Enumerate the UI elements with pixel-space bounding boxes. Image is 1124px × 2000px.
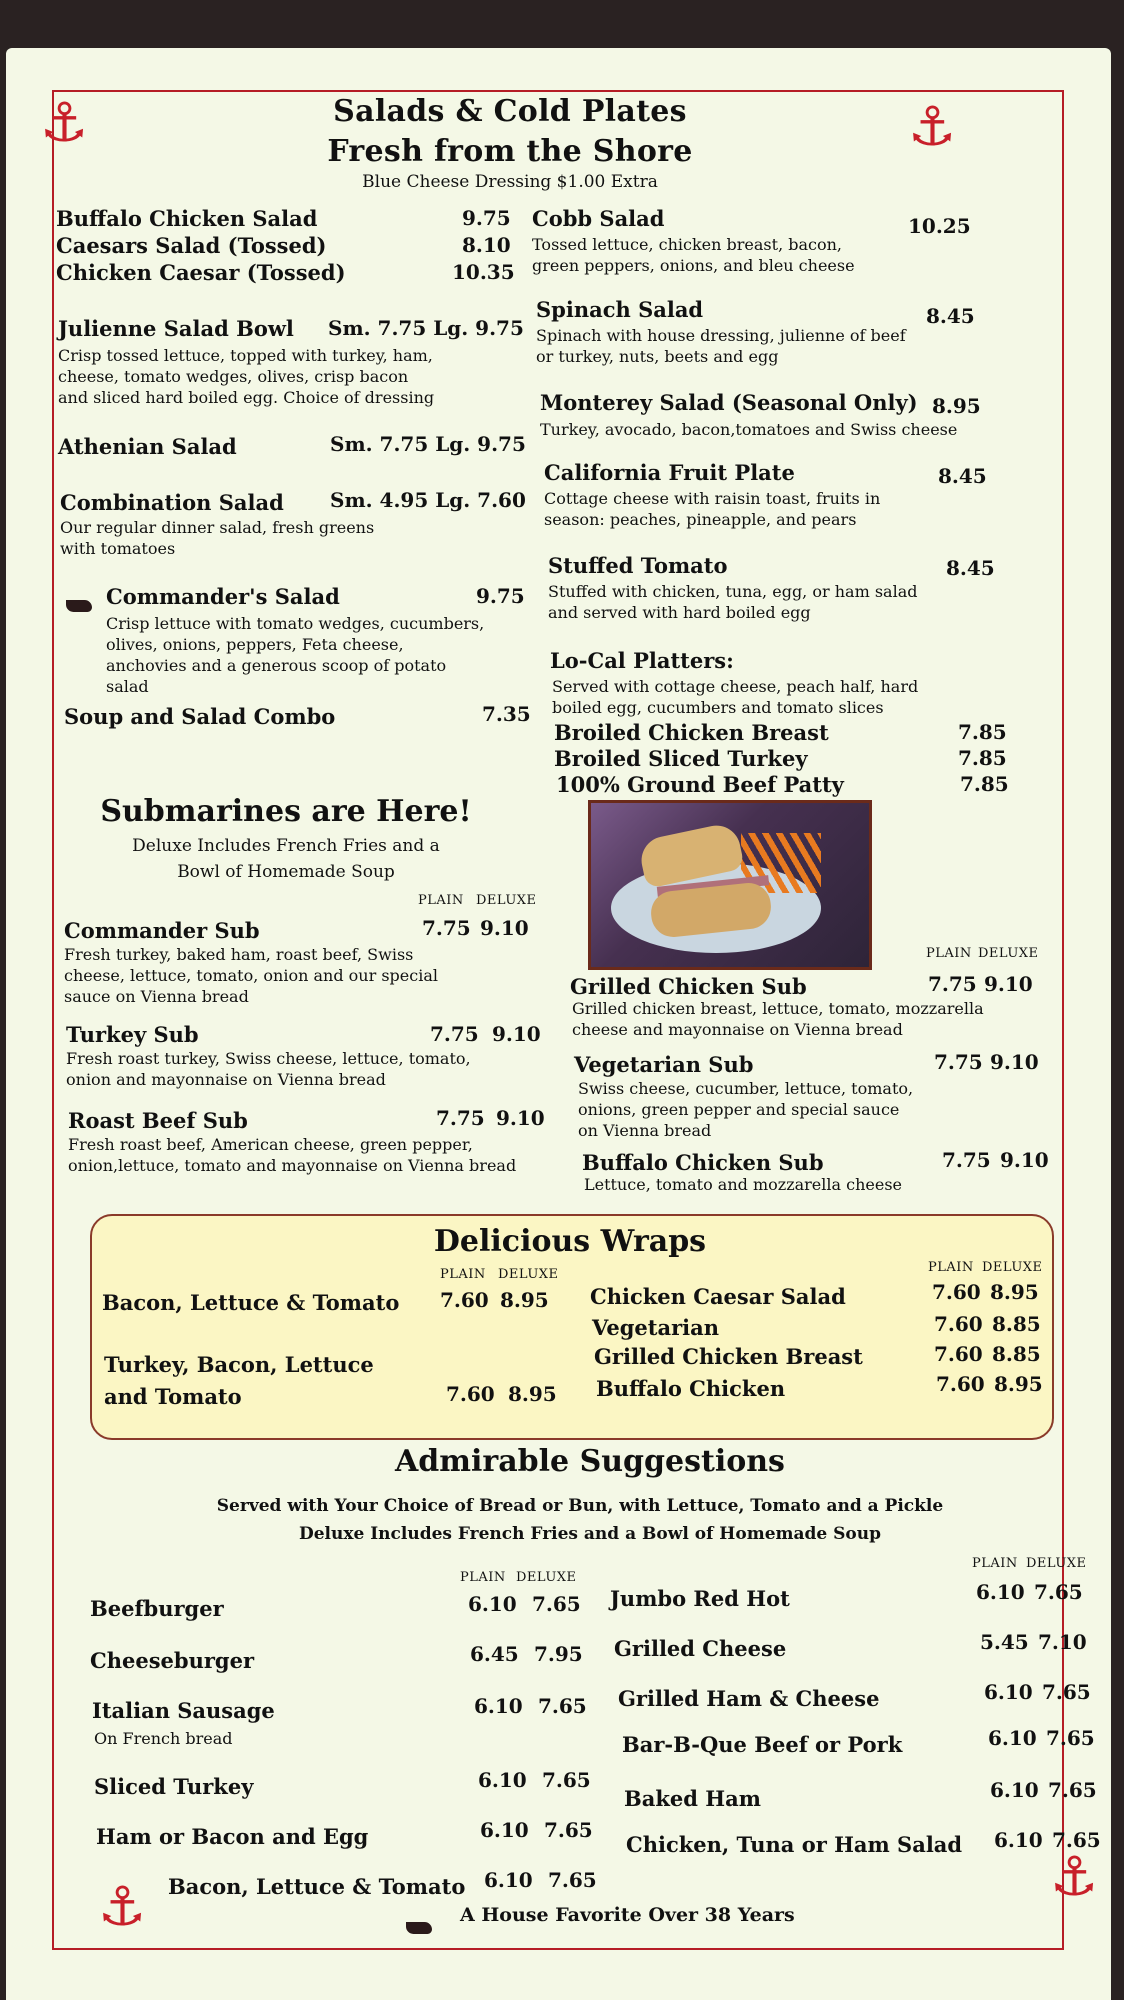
menu-item-price: 9.10 bbox=[492, 1022, 541, 1046]
menu-item-description: Lettuce, tomato and mozzarella cheese bbox=[584, 1175, 903, 1194]
menu-item-name: Roast Beef Sub bbox=[68, 1108, 248, 1133]
menu-item-name: Bar-B-Que Beef or Pork bbox=[622, 1732, 903, 1757]
plain-header: PLAIN bbox=[926, 946, 972, 961]
menu-item-description: Swiss cheese, cucumber, lettuce, tomato, onions, green pepper and special sauce on Vienna bread bbox=[578, 1079, 914, 1140]
menu-item-description: Turkey, avocado, bacon,tomatoes and Swiss cheese bbox=[540, 420, 958, 439]
menu-item-description: Tossed lettuce, chicken breast, bacon, green peppers, onions, and bleu cheese bbox=[532, 235, 855, 275]
plain-header: PLAIN bbox=[928, 1260, 974, 1275]
menu-item-name: Ham or Bacon and Egg bbox=[96, 1824, 369, 1849]
menu-item-price: 6.10 bbox=[474, 1694, 523, 1718]
menu-item-price: 7.65 bbox=[1042, 1680, 1091, 1704]
menu-item-price: 9.75 bbox=[476, 584, 525, 608]
menu-item-name: Broiled Sliced Turkey bbox=[554, 746, 808, 771]
menu-item-price: 7.60 bbox=[440, 1288, 489, 1312]
menu-item-price: 7.85 bbox=[958, 720, 1007, 744]
menu-item-price: 7.65 bbox=[1034, 1580, 1083, 1604]
menu-item-price: 7.65 bbox=[538, 1694, 587, 1718]
menu-item-price: 7.60 bbox=[932, 1280, 981, 1304]
menu-item-price: 6.10 bbox=[478, 1768, 527, 1792]
salads-subtitle: Fresh from the Shore bbox=[327, 134, 693, 169]
menu-item-price: 7.60 bbox=[934, 1312, 983, 1336]
menu-item-price: 7.65 bbox=[1046, 1726, 1095, 1750]
menu-item-price: 7.75 bbox=[436, 1106, 485, 1130]
menu-item-price: 9.10 bbox=[480, 916, 529, 940]
menu-item-price: 7.95 bbox=[534, 1642, 583, 1666]
menu-item-name: Bacon, Lettuce & Tomato bbox=[168, 1874, 466, 1899]
sandwich-photo bbox=[588, 800, 872, 970]
menu-item-price: 7.65 bbox=[1048, 1778, 1097, 1802]
menu-item-price: 6.10 bbox=[990, 1778, 1039, 1802]
menu-item-price: 6.10 bbox=[976, 1580, 1025, 1604]
wraps-title: Delicious Wraps bbox=[433, 1224, 707, 1259]
menu-item-price: 6.10 bbox=[984, 1680, 1033, 1704]
deluxe-header: DELUXE bbox=[978, 946, 1039, 961]
menu-item-price: 9.10 bbox=[496, 1106, 545, 1130]
subs-subtitle: Deluxe Includes French Fries and a bbox=[132, 836, 440, 856]
menu-item-description: Fresh turkey, baked ham, roast beef, Swiss cheese, lettuce, tomato, onion and our special sauce on Vienna bread bbox=[64, 945, 438, 1006]
menu-item-name: Spinach Salad bbox=[536, 297, 704, 322]
menu-item-name: Turkey, Bacon, Lettuce bbox=[104, 1352, 374, 1377]
menu-item-name: Chicken Caesar Salad bbox=[590, 1284, 846, 1309]
menu-item-price: 7.35 bbox=[482, 702, 531, 726]
menu-item-price: 8.10 bbox=[462, 233, 511, 257]
menu-item-name: Grilled Ham & Cheese bbox=[618, 1686, 880, 1711]
anchor-icon: ⚓ bbox=[1050, 1845, 1099, 1908]
menu-item-name: Grilled Cheese bbox=[614, 1636, 787, 1661]
suggestions-subtitle: Deluxe Includes French Fries and a Bowl of Homemade Soup bbox=[298, 1524, 882, 1544]
deluxe-header: DELUXE bbox=[516, 1570, 577, 1585]
subs-subtitle: Bowl of Homemade Soup bbox=[177, 862, 395, 882]
menu-item-price: 7.65 bbox=[544, 1818, 593, 1842]
menu-item-price: 9.10 bbox=[984, 972, 1033, 996]
menu-item-price: 8.95 bbox=[994, 1372, 1043, 1396]
menu-item-price: 7.65 bbox=[532, 1592, 581, 1616]
suggestions-subtitle: Served with Your Choice of Bread or Bun, with Lettuce, Tomato and a Pickle bbox=[216, 1496, 944, 1516]
menu-item-price: 7.60 bbox=[936, 1372, 985, 1396]
menu-item-name: Turkey Sub bbox=[66, 1022, 199, 1047]
menu-item-name: Vegetarian bbox=[592, 1315, 719, 1340]
menu-item-name: 100% Ground Beef Patty bbox=[556, 772, 844, 797]
menu-item-price: 7.85 bbox=[958, 746, 1007, 770]
menu-item-name: Cheeseburger bbox=[90, 1648, 255, 1673]
menu-item-description: Stuffed with chicken, tuna, egg, or ham salad and served with hard boiled egg bbox=[548, 582, 918, 622]
menu-item-name: Julienne Salad Bowl bbox=[58, 316, 294, 341]
menu-item-price: 7.65 bbox=[548, 1868, 597, 1892]
menu-item-price: 6.10 bbox=[994, 1828, 1043, 1852]
menu-item-price: 8.45 bbox=[938, 464, 987, 488]
menu-item-name: Commander's Salad bbox=[106, 584, 340, 609]
menu-item-price: 7.85 bbox=[960, 772, 1009, 796]
subs-title: Submarines are Here! bbox=[100, 794, 472, 829]
deluxe-header: DELUXE bbox=[982, 1260, 1043, 1275]
deluxe-header: DELUXE bbox=[1026, 1556, 1087, 1571]
menu-item-price: Sm. 7.75 Lg. 9.75 bbox=[330, 432, 526, 456]
plain-header: PLAIN bbox=[418, 893, 464, 908]
menu-item-price: 8.95 bbox=[932, 394, 981, 418]
menu-item-name: and Tomato bbox=[104, 1384, 242, 1409]
menu-item-price: 7.65 bbox=[1052, 1828, 1101, 1852]
menu-item-price: Sm. 4.95 Lg. 7.60 bbox=[330, 488, 526, 512]
menu-item-description: Crisp lettuce with tomato wedges, cucumbers, olives, onions, peppers, Feta cheese, anchovies and a generous scoop of potato salad bbox=[106, 614, 485, 696]
anchor-icon: ⚓ bbox=[98, 1875, 147, 1938]
menu-item-name: Buffalo Chicken Sub bbox=[582, 1150, 824, 1175]
plain-header: PLAIN bbox=[440, 1267, 486, 1282]
menu-item-description: Fresh roast turkey, Swiss cheese, lettuce, tomato, onion and mayonnaise on Vienna bread bbox=[66, 1049, 471, 1089]
boot-icon bbox=[406, 1922, 432, 1934]
menu-item-name: Lo-Cal Platters: bbox=[550, 648, 734, 673]
menu-item-name: Bacon, Lettuce & Tomato bbox=[102, 1290, 400, 1315]
menu-item-name: Chicken, Tuna or Ham Salad bbox=[626, 1832, 963, 1857]
menu-item-name: Athenian Salad bbox=[58, 434, 237, 459]
menu-item-price: 8.85 bbox=[992, 1312, 1041, 1336]
menu-item-price: 8.95 bbox=[500, 1288, 549, 1312]
menu-item-name: Soup and Salad Combo bbox=[64, 704, 336, 729]
menu-item-price: 7.75 bbox=[422, 916, 471, 940]
menu-item-name: Caesars Salad (Tossed) bbox=[56, 233, 327, 258]
menu-item-name: California Fruit Plate bbox=[544, 460, 795, 485]
menu-item-price: 9.75 bbox=[462, 206, 511, 230]
menu-item-name: Chicken Caesar (Tossed) bbox=[56, 260, 346, 285]
menu-item-price: Sm. 7.75 Lg. 9.75 bbox=[328, 316, 524, 340]
menu-item-name: Buffalo Chicken Salad bbox=[56, 206, 318, 231]
anchor-icon: ⚓ bbox=[40, 91, 89, 154]
menu-item-name: Jumbo Red Hot bbox=[610, 1586, 790, 1611]
menu-item-name: Baked Ham bbox=[624, 1786, 761, 1811]
menu-item-price: 7.75 bbox=[430, 1022, 479, 1046]
menu-item-name: Beefburger bbox=[90, 1596, 224, 1621]
menu-item-description: On French bread bbox=[94, 1729, 233, 1748]
menu-item-name: Buffalo Chicken bbox=[596, 1376, 786, 1401]
menu-item-price: 6.10 bbox=[480, 1818, 529, 1842]
menu-item-price: 7.75 bbox=[934, 1050, 983, 1074]
menu-item-description: Spinach with house dressing, julienne of beef or turkey, nuts, beets and egg bbox=[536, 326, 906, 366]
menu-item-price: 8.95 bbox=[508, 1382, 557, 1406]
suggestions-title: Admirable Suggestions bbox=[395, 1444, 785, 1479]
menu-item-description: Served with cottage cheese, peach half, hard boiled egg, cucumbers and tomato slices bbox=[552, 677, 919, 717]
footer-tagline: A House Favorite Over 38 Years bbox=[460, 1904, 795, 1926]
menu-item-description: Crisp tossed lettuce, topped with turkey, ham, cheese, tomato wedges, olives, crisp bacon and sliced hard boiled egg. Choice of dressing bbox=[58, 346, 435, 407]
menu-item-name: Commander Sub bbox=[64, 918, 260, 943]
anchor-icon: ⚓ bbox=[908, 95, 957, 158]
menu-item-name: Combination Salad bbox=[60, 490, 284, 515]
plain-header: PLAIN bbox=[460, 1570, 506, 1585]
menu-item-name: Grilled Chicken Sub bbox=[570, 974, 807, 999]
menu-item-price: 8.45 bbox=[946, 556, 995, 580]
menu-item-price: 9.10 bbox=[990, 1050, 1039, 1074]
menu-item-price: 8.95 bbox=[990, 1280, 1039, 1304]
menu-item-description: Cottage cheese with raisin toast, fruits in season: peaches, pineapple, and pears bbox=[544, 489, 881, 529]
menu-item-name: Italian Sausage bbox=[92, 1698, 275, 1723]
menu-item-price: 7.75 bbox=[942, 1148, 991, 1172]
salads-title: Salads & Cold Plates bbox=[333, 94, 687, 129]
deluxe-header: DELUXE bbox=[476, 893, 537, 908]
menu-item-price: 10.25 bbox=[908, 214, 971, 238]
menu-item-description: Grilled chicken breast, lettuce, tomato, mozzarella cheese and mayonnaise on Vienna bread bbox=[572, 999, 984, 1039]
menu-item-price: 8.85 bbox=[992, 1342, 1041, 1366]
menu-item-name: Sliced Turkey bbox=[94, 1774, 254, 1799]
menu-item-name: Stuffed Tomato bbox=[548, 553, 728, 578]
menu-item-description: Our regular dinner salad, fresh greens with tomatoes bbox=[60, 518, 375, 558]
boot-icon bbox=[66, 600, 92, 612]
menu-item-name: Vegetarian Sub bbox=[574, 1052, 754, 1077]
menu-item-price: 8.45 bbox=[926, 304, 975, 328]
menu-item-description: Fresh roast beef, American cheese, green pepper, onion,lettuce, tomato and mayonnaise on Vienna bread bbox=[68, 1135, 517, 1175]
menu-item-name: Cobb Salad bbox=[532, 206, 665, 231]
menu-item-price: 5.45 bbox=[980, 1630, 1029, 1654]
menu-item-name: Broiled Chicken Breast bbox=[554, 720, 829, 745]
menu-item-price: 7.60 bbox=[446, 1382, 495, 1406]
menu-item-price: 6.45 bbox=[470, 1642, 519, 1666]
menu-item-price: 7.60 bbox=[934, 1342, 983, 1366]
salads-note: Blue Cheese Dressing $1.00 Extra bbox=[362, 172, 658, 192]
menu-item-price: 7.65 bbox=[542, 1768, 591, 1792]
menu-item-price: 6.10 bbox=[468, 1592, 517, 1616]
menu-item-name: Grilled Chicken Breast bbox=[594, 1344, 863, 1369]
menu-item-price: 6.10 bbox=[484, 1868, 533, 1892]
menu-item-price: 10.35 bbox=[452, 260, 515, 284]
menu-item-price: 6.10 bbox=[988, 1726, 1037, 1750]
menu-item-price: 9.10 bbox=[1000, 1148, 1049, 1172]
plain-header: PLAIN bbox=[972, 1556, 1018, 1571]
menu-item-price: 7.10 bbox=[1038, 1630, 1087, 1654]
menu-item-price: 7.75 bbox=[928, 972, 977, 996]
menu-item-name: Monterey Salad (Seasonal Only) bbox=[540, 390, 918, 415]
deluxe-header: DELUXE bbox=[498, 1267, 559, 1282]
